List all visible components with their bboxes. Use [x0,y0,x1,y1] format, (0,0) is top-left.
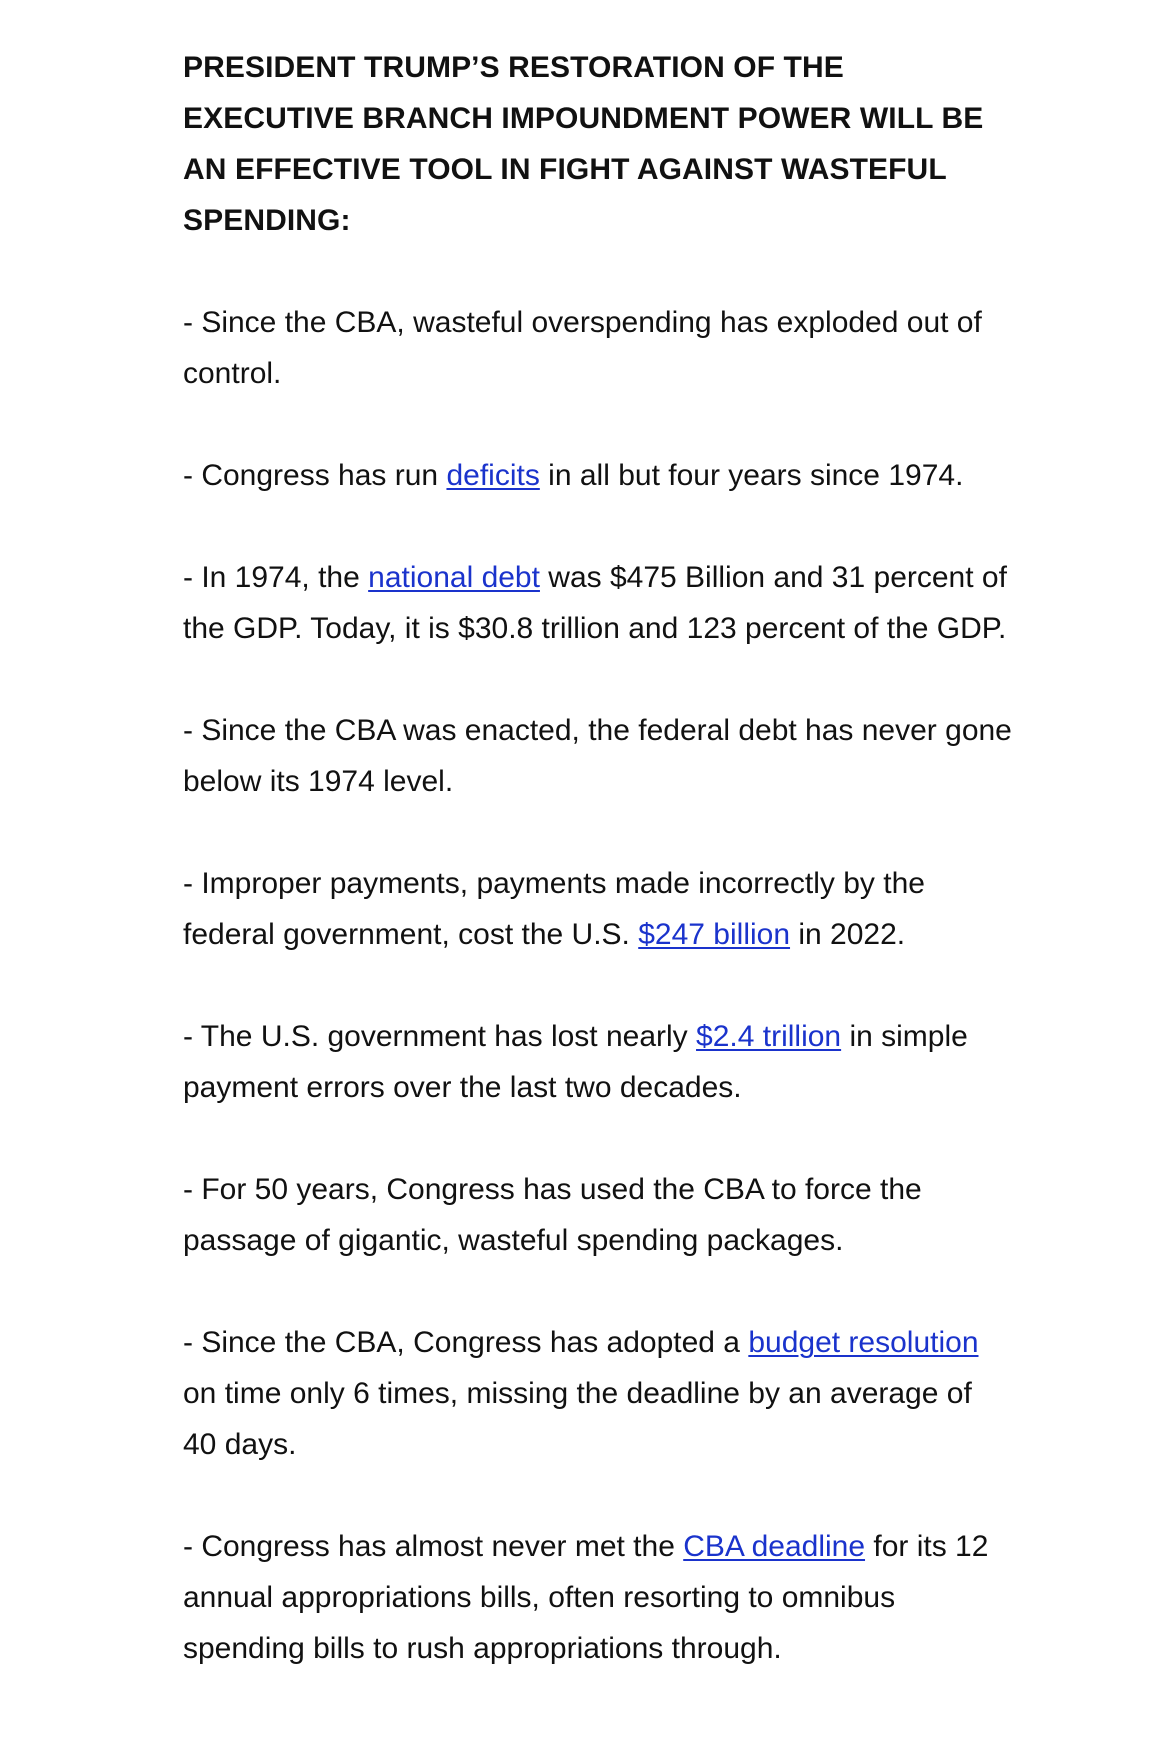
bullet-item [183,1011,1013,1113]
bullet-text: - Since the CBA was enacted, the federal debt has never gone below its 1974 level. [183,714,1012,798]
bullet-text: - In 1974, the [183,561,369,594]
bullet-text: in simple payment errors over the last two decades. [183,1020,968,1104]
bullet-item [183,1164,1013,1266]
cba-deadline-link[interactable]: CBA deadline [683,1530,866,1563]
bullet-text: - Improper payments, payments made incorrectly by the federal government, cost the U.S. [183,867,925,951]
bullet-item [183,552,1013,654]
bullet-item [183,1317,1013,1470]
payment-errors-link[interactable]: $2.4 trillion [696,1020,842,1053]
improper-payments-link[interactable]: $247 billion [638,918,791,951]
bullet-text: on time only 6 times, missing the deadline by an average of 40 days. [183,1377,972,1461]
deficits-link[interactable]: deficits [446,459,540,492]
budget-resolution-link[interactable]: budget resolution [748,1326,979,1359]
bullet-item [183,297,1013,399]
bullet-text: - The U.S. government has lost nearly [183,1020,697,1053]
bullet-item [183,858,1013,960]
bullet-item [183,705,1013,807]
bullet-text: was $475 Billion and 31 percent of the GDP. Today, it is $30.8 trillion and 123 percent of the GDP. [183,561,1007,645]
bullet-text: - Since the CBA, wasteful overspending has exploded out of control. [183,306,982,390]
bullet-text: in all but four years since 1974. [539,459,964,492]
national-debt-link[interactable]: national debt [368,561,540,594]
bullet-item [183,450,1013,501]
document-body [183,42,1013,1725]
bullet-text: - Since the CBA, Congress has adopted a [183,1326,749,1359]
bullet-text: in 2022. [790,918,906,951]
bullet-item [183,1521,1013,1674]
bullet-text: - Congress has almost never met the [183,1530,684,1563]
bullet-text: - Congress has run [183,459,447,492]
document-headline: PRESIDENT TRUMP’S RESTORATION OF THE EXECUTIVE BRANCH IMPOUNDMENT POWER WILL BE AN EFFECTIVE TOOL IN FIGHT AGAINST WASTEFUL SPENDING: [183,51,984,237]
bullet-text: for its 12 annual appropriations bills, often resorting to omnibus spending bills to rush appropriations through. [183,1530,989,1665]
bullet-text: - For 50 years, Congress has used the CBA to force the passage of gigantic, wasteful spending packages. [183,1173,922,1257]
